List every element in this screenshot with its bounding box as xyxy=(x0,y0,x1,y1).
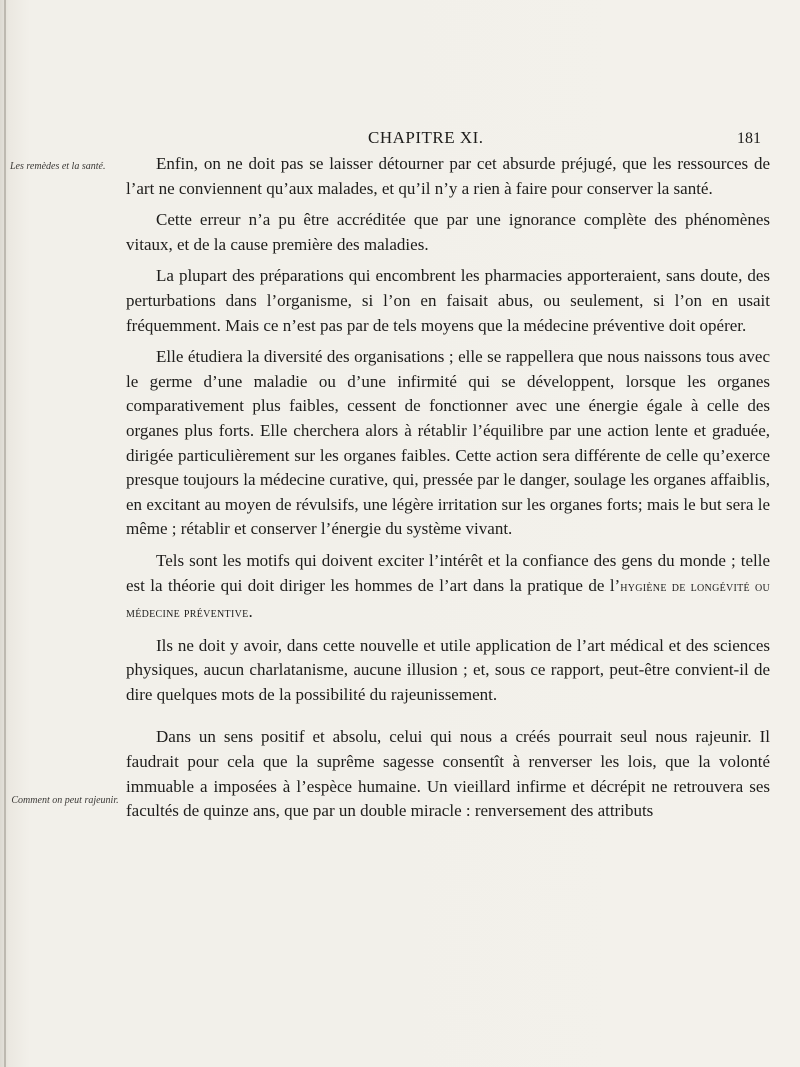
section-gap xyxy=(126,714,770,725)
paragraph-pharmacies: La plupart des préparations qui encombrent les pharmacies apporteraient, sans doute, des perturbations dans l’organisme, si l’on en faisait abus, ou seulement, si l’on en usait fréquemment. Mais ce n’est pas par de tels moyens que la médecine préventive doit opérer. xyxy=(126,266,770,335)
running-head xyxy=(0,128,800,152)
paragraph-error: Cette erreur n’a pu être accréditée que par une ignorance complète des phénomènes vitaux, et de la cause première des maladies. xyxy=(126,210,770,254)
paragraph-motives xyxy=(126,549,770,627)
margin-note-remedies: Les remèdes et la santé. xyxy=(10,161,106,172)
motives-end: . xyxy=(248,602,253,622)
margin-note-rejuvenate: Comment on peut rajeunir. xyxy=(11,795,119,806)
body-text xyxy=(126,152,770,831)
paragraph-organisations: Elle étudiera la diversité des organisations ; elle se rappellera que nous naissons tous avec le germe d’une maladie ou d’une infirmité qui se développent, lorsque les organes comparativement plus faibles, cessent de fonctionner avec une énergie égale à celle des organes plus forts. Elle cherchera alors à rétablir l’équilibre par une action lente et graduée, dirigée particulièrement sur les organes faibles. Cette action sera différente de celle qu’exerce presque toujours la médecine curative, qui, pressée par le danger, soulage les organes affaiblis, en excitant au moyen de révulsifs, une légère irritation sur les organes forts; mais le but sera le même ; rétablir et conserver l’énergie du système vivant. xyxy=(126,347,770,539)
paragraph-prejudice: Enfin, on ne doit pas se laisser détourner par cet absurde préjugé, que les ressources de l’art ne conviennent qu’aux malades, et qu’il n’y a rien à faire pour conserver la santé. xyxy=(126,154,770,198)
binding-edge xyxy=(4,0,6,1067)
hygiene-term: hygiène de longévité ou médecine préventive xyxy=(126,579,770,622)
chapter-title: CHAPITRE XI. xyxy=(368,128,484,147)
paragraph-charlatanism: Ils ne doit y avoir, dans cette nouvelle et utile application de l’art médical et des sciences physiques, aucun charlatanisme, aucune illusion ; et, sous ce rapport, peut-être convient-il de dire quelques mots de la possibilité du rajeunissement. xyxy=(126,635,770,704)
paragraph-rejuvenation: Dans un sens positif et absolu, celui qui nous a créés pourrait seul nous rajeunir. Il faudrait pour cela que la suprême sagesse consentît à renverser les lois, que la volonté immuable a imposées à l’espèce humaine. Un vieillard infirme et décrépit ne retrouvera ses facultés de quinze ans, que par un double miracle : renversement des attributs xyxy=(126,727,770,821)
page-number: 181 xyxy=(737,130,761,147)
motives-text: Tels sont les motifs qui doivent exciter l’intérêt et la confiance des gens du monde ; telle est la théorie qui doit diriger les hommes de l’art dans la pratique de l’ xyxy=(126,550,770,595)
